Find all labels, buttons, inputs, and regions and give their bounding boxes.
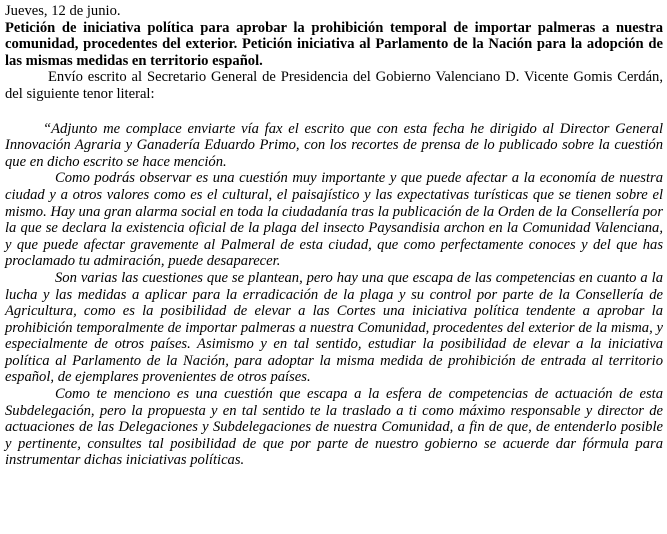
intro-paragraph: Envío escrito al Secretario General de Presidencia del Gobierno Valenciano D. Vicente Gomis Cerdán, del siguiente tenor literal: — [5, 69, 663, 102]
letter-paragraph-1: “Adjunto me complace enviarte vía fax el escrito que con esta fecha he dirigido al Director General Innovación Agraria y Ganadería Eduardo Primo, con los recortes de prensa de lo publicado sobre la cuestión que en dicho escrito se hace mención. — [5, 120, 663, 170]
entry-title: Petición de iniciativa política para aprobar la prohibición temporal de importar palmeras a nuestra comunidad, procedentes del exterior. Petición iniciativa al Parlamento de la Nación para la adopción de las mismas medidas en territorio español. — [5, 19, 663, 69]
letter-paragraph-3: Son varias las cuestiones que se plantean, pero hay una que escapa de las competencias en cuanto a la lucha y las medidas a aplicar para la erradicación de la plaga y su control por parte de la Consellería de Agricultura, como es la posibilidad de elevar a las Cortes una iniciativa política tendente a aprobar la prohibición temporalmente de importar palmeras a nuestra Comunidad, procedentes del exterior de la misma, y especialmente de otros países. Asimismo y en tal sentido, estudiar la posibilidad de elevar a la iniciativa política al Parlamento de la Nación, para adoptar la misma medida de prohibición de entrada al territorio español, de ejemplares provenientes de otros países. — [5, 269, 663, 386]
entry-date: Jueves, 12 de junio. — [5, 3, 121, 19]
letter-paragraph-2: Como podrás observar es una cuestión muy importante y que puede afectar a la economía de nuestra ciudad y a otros valores como es el cultural, el paisajístico y las expectativas turísticas que se tienen sobre el mismo. Hay una gran alarma social en toda la ciudadanía tras la publicación de la Orden de la Consellería por la que se declara la existencia oficial de la plaga del insecto Paysandisia archon en la Comunidad Valenciana, y que puede afectar gravemente al Palmeral de esta ciudad, que como perfectamente conoces y del que has proclamado tu admiración, puede desaparecer. — [5, 170, 663, 270]
letter-paragraph-4: Como te menciono es una cuestión que escapa a la esfera de competencias de actuación de esta Subdelegación, pero la propuesta y en tal sentido te la traslado a ti como máximo responsable y director de actuaciones de las Delegaciones y Subdelegaciones de nuestra Comunidad, a fin de que, de entenderlo posible y pertinente, consultes tal posibilidad de que por parte de nuestro gobierno se acuerde dar fórmula para instrumentar dichas iniciativas políticas. — [5, 386, 663, 469]
